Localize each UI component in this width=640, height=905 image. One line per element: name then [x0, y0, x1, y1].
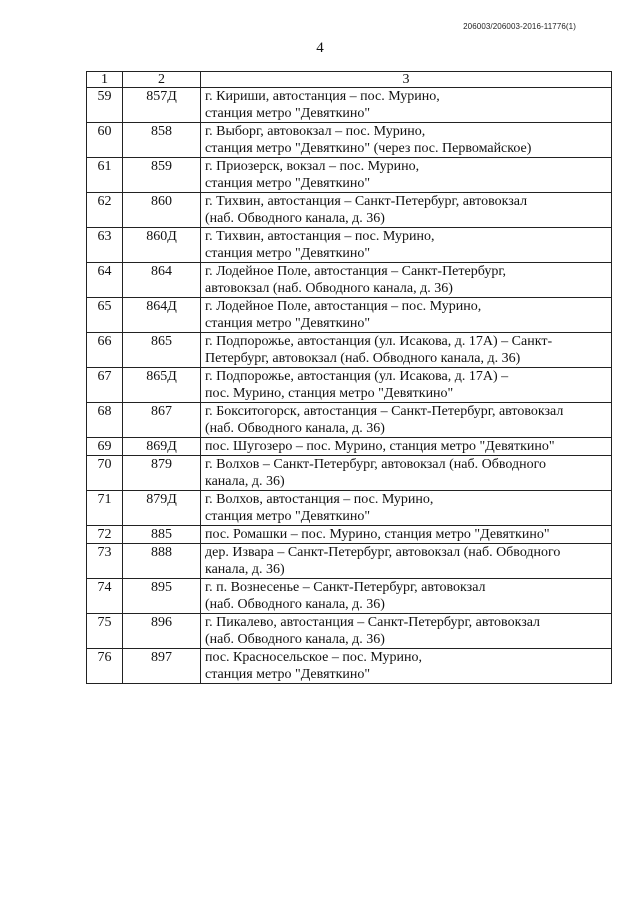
row-number: 67	[87, 368, 123, 403]
table-row	[87, 579, 612, 614]
table-row	[87, 614, 612, 649]
route-description-line: г. Подпорожье, автостанция (ул. Исакова, д. 17А) – Санкт-	[205, 334, 553, 349]
route-description	[201, 438, 612, 456]
row-number: 70	[87, 456, 123, 491]
route-description-line: (наб. Обводного канала, д. 36)	[205, 421, 385, 436]
route-description-line: станция метро "Девяткино"	[205, 106, 371, 121]
route-number: 865Д	[123, 368, 201, 403]
route-description-line: г. Тихвин, автостанция – Санкт-Петербург, автовокзал	[205, 194, 528, 209]
table-row	[87, 526, 612, 544]
route-description-line: г. Пикалево, автостанция – Санкт-Петербург, автовокзал	[205, 615, 541, 630]
route-description-line: станция метро "Девяткино"	[205, 246, 371, 261]
route-description	[201, 368, 612, 403]
table-row	[87, 403, 612, 438]
table-row	[87, 456, 612, 491]
route-number: 897	[123, 649, 201, 684]
route-description-line: г. Волхов – Санкт-Петербург, автовокзал (наб. Обводного	[205, 457, 546, 472]
row-number: 63	[87, 228, 123, 263]
column-header-route: 2	[123, 72, 201, 88]
route-number: 858	[123, 123, 201, 158]
route-description	[201, 526, 612, 544]
column-header-number: 1	[87, 72, 123, 88]
route-description-line: пос. Ромашки – пос. Мурино, станция метро "Девяткино"	[205, 527, 550, 542]
route-number: 879	[123, 456, 201, 491]
route-description-line: станция метро "Девяткино"	[205, 176, 371, 191]
route-description	[201, 491, 612, 526]
route-description-line: г. Волхов, автостанция – пос. Мурино,	[205, 492, 434, 507]
table-row	[87, 649, 612, 684]
route-number: 864	[123, 263, 201, 298]
table-row	[87, 263, 612, 298]
column-header-description: 3	[201, 72, 612, 88]
row-number: 65	[87, 298, 123, 333]
route-description	[201, 456, 612, 491]
row-number: 61	[87, 158, 123, 193]
route-description-line: г. Лодейное Поле, автостанция – пос. Мурино,	[205, 299, 482, 314]
route-description-line: пос. Шугозеро – пос. Мурино, станция метро "Девяткино"	[205, 439, 555, 454]
route-description-line: (наб. Обводного канала, д. 36)	[205, 597, 385, 612]
table-row	[87, 333, 612, 368]
route-description-line: пос. Красносельское – пос. Мурино,	[205, 650, 422, 665]
route-number: 879Д	[123, 491, 201, 526]
route-description-line: г. Приозерск, вокзал – пос. Мурино,	[205, 159, 420, 174]
row-number: 60	[87, 123, 123, 158]
row-number: 74	[87, 579, 123, 614]
route-description-line: г. п. Вознесенье – Санкт-Петербург, автовокзал	[205, 580, 486, 595]
routes-table	[86, 71, 612, 684]
route-description-line: (наб. Обводного канала, д. 36)	[205, 632, 385, 647]
route-description	[201, 88, 612, 123]
route-description-line: станция метро "Девяткино"	[205, 316, 371, 331]
row-number: 73	[87, 544, 123, 579]
row-number: 71	[87, 491, 123, 526]
table-row	[87, 123, 612, 158]
route-description-line: г. Тихвин, автостанция – пос. Мурино,	[205, 229, 435, 244]
row-number: 62	[87, 193, 123, 228]
route-description-line: г. Лодейное Поле, автостанция – Санкт-Петербург,	[205, 264, 506, 279]
route-description-line: канала, д. 36)	[205, 474, 285, 489]
row-number: 59	[87, 88, 123, 123]
route-description	[201, 193, 612, 228]
route-description	[201, 579, 612, 614]
row-number: 66	[87, 333, 123, 368]
route-description-line: г. Выборг, автовокзал – пос. Мурино,	[205, 124, 426, 139]
route-description	[201, 123, 612, 158]
row-number: 64	[87, 263, 123, 298]
row-number: 68	[87, 403, 123, 438]
table-row	[87, 491, 612, 526]
route-number: 864Д	[123, 298, 201, 333]
route-number: 860Д	[123, 228, 201, 263]
route-description-line: станция метро "Девяткино" (через пос. Первомайское)	[205, 141, 532, 156]
route-description	[201, 263, 612, 298]
page-number: 4	[316, 40, 324, 56]
route-number: 896	[123, 614, 201, 649]
route-description	[201, 403, 612, 438]
table-row	[87, 544, 612, 579]
route-description-line: г. Кириши, автостанция – пос. Мурино,	[205, 89, 440, 104]
route-number: 860	[123, 193, 201, 228]
row-number: 76	[87, 649, 123, 684]
table-row	[87, 193, 612, 228]
row-number: 69	[87, 438, 123, 456]
table-row	[87, 368, 612, 403]
route-number: 859	[123, 158, 201, 193]
route-number: 867	[123, 403, 201, 438]
route-description-line: автовокзал (наб. Обводного канала, д. 36)	[205, 281, 453, 296]
route-description	[201, 298, 612, 333]
route-description	[201, 544, 612, 579]
row-number: 75	[87, 614, 123, 649]
route-description-line: (наб. Обводного канала, д. 36)	[205, 211, 385, 226]
table-row	[87, 88, 612, 123]
route-description	[201, 158, 612, 193]
row-number: 72	[87, 526, 123, 544]
route-description-line: станция метро "Девяткино"	[205, 667, 371, 682]
table-row	[87, 158, 612, 193]
route-number: 869Д	[123, 438, 201, 456]
document-id: 206003/206003-2016-11776(1)	[463, 22, 576, 31]
table-row	[87, 228, 612, 263]
route-number: 888	[123, 544, 201, 579]
route-description-line: г. Бокситогорск, автостанция – Санкт-Петербург, автовокзал	[205, 404, 564, 419]
route-description-line: Петербург, автовокзал (наб. Обводного канала, д. 36)	[205, 351, 521, 366]
table-row	[87, 298, 612, 333]
route-description	[201, 614, 612, 649]
route-number: 865	[123, 333, 201, 368]
route-number: 857Д	[123, 88, 201, 123]
route-number: 895	[123, 579, 201, 614]
table-header-row	[87, 72, 612, 88]
route-description-line: г. Подпорожье, автостанция (ул. Исакова, д. 17А) –	[205, 369, 509, 384]
route-description	[201, 333, 612, 368]
route-number: 885	[123, 526, 201, 544]
route-description	[201, 228, 612, 263]
route-description	[201, 649, 612, 684]
route-description-line: канала, д. 36)	[205, 562, 285, 577]
route-description-line: пос. Мурино, станция метро "Девяткино"	[205, 386, 454, 401]
table-row	[87, 438, 612, 456]
route-description-line: станция метро "Девяткино"	[205, 509, 371, 524]
route-description-line: дер. Извара – Санкт-Петербург, автовокзал (наб. Обводного	[205, 545, 561, 560]
